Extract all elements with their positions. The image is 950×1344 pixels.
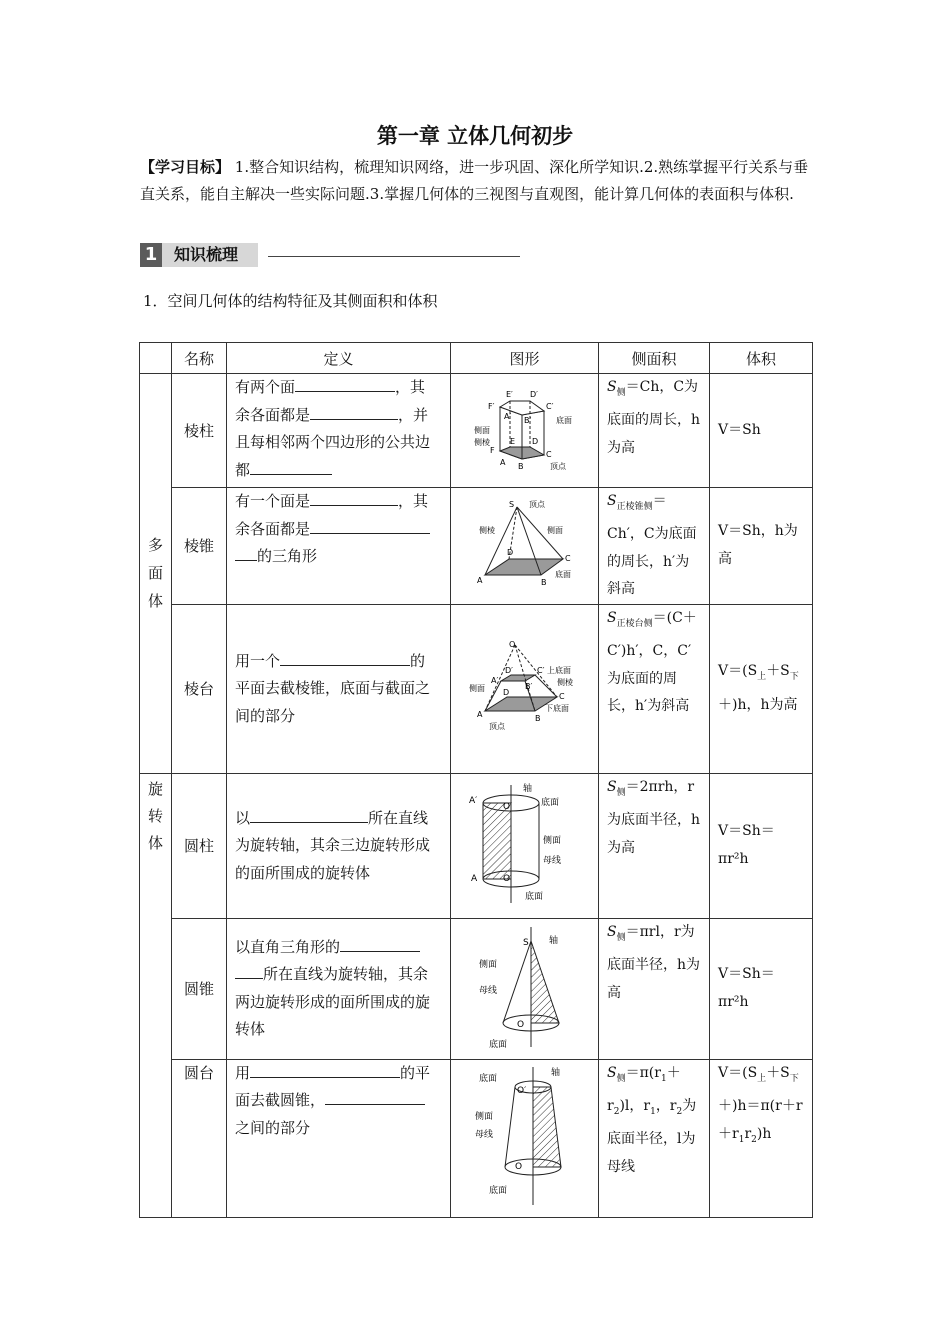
svg-text:S: S [508,499,514,509]
row-name: 棱柱 [172,374,227,488]
svg-text:B: B [517,461,523,471]
svg-text:A′: A′ [503,411,511,421]
svg-text:底面: 底面 [540,797,559,808]
row-definition: 以 所在直线为旋转轴，其余三边旋转形成的面所围成的旋转体 [227,773,451,918]
page-title: 第一章 立体几何初步 [376,124,574,148]
svg-text:底面: 底面 [554,569,571,579]
cylinder-figure [465,779,585,909]
table-row [140,1059,813,1217]
svg-text:D′: D′ [529,389,538,399]
section-header [140,243,520,267]
section-title: 知识梳理 [162,243,258,267]
fill-blank[interactable] [325,1088,425,1105]
svg-text:侧棱: 侧棱 [473,437,490,447]
fill-blank[interactable] [310,517,430,534]
svg-text:D: D [506,547,513,557]
svg-text:B: B [540,577,546,587]
svg-text:轴: 轴 [550,1068,560,1079]
header-blank [140,343,172,374]
row-lateral-area: $S_侧=\pi(r_1+r_2)l$，$r_1$，$r_2$为底面半径，l为母线 [599,1059,710,1217]
header-lateral-area: 侧面积 [599,343,710,374]
row-lateral-area: $S_{正棱台侧}=(C+C')h'$，C，C′为底面的周长，h′为斜高 [599,604,710,773]
svg-text:母线: 母线 [474,1130,493,1141]
row-definition: 有两个面 ，其余各面都是 ，并且每相邻两个四边形的公共边都 [227,374,451,488]
svg-text:A′: A′ [468,795,477,806]
svg-text:A: A [499,457,505,467]
svg-text:轴: 轴 [548,935,558,946]
svg-text:B: B [534,713,540,723]
svg-text:E: E [509,436,515,446]
svg-text:顶点: 顶点 [528,499,545,509]
svg-text:O′: O′ [516,1086,526,1097]
svg-text:底面: 底面 [478,1074,497,1085]
svg-text:C′: C′ [536,665,544,675]
svg-text:侧面: 侧面 [546,525,563,535]
svg-text:D: D [502,687,509,697]
svg-text:C′: C′ [545,401,553,411]
table-header-row [140,343,813,374]
svg-text:侧面: 侧面 [478,959,497,970]
svg-text:O: O [516,1019,524,1030]
category-rotation-label: 旋转体 [147,779,163,852]
row-definition: 用一个 的平面去截棱锥，底面与截面之间的部分 [227,604,451,773]
frustum-pyramid-figure [465,637,585,737]
svg-text:侧面: 侧面 [474,1112,493,1123]
svg-text:侧棱: 侧棱 [478,525,495,535]
svg-text:O′: O′ [502,801,512,812]
row-definition: 有一个面是 ，其余各面都是的三角形 [227,488,451,605]
category-polyhedron [140,374,172,774]
svg-text:侧面: 侧面 [542,835,561,846]
fill-blank[interactable] [310,489,398,506]
svg-text:底面: 底面 [524,891,543,902]
row-definition: 以直角三角形的所在直线为旋转轴，其余两边旋转形成的面所围成的旋转体 [227,918,451,1059]
row-lateral-area: $S_侧=\pi rl$，r为底面半径，h为高 [599,918,710,1059]
pyramid-figure-cell [451,488,599,605]
svg-text:顶点: 顶点 [549,461,566,471]
frustum-cone-figure [465,1063,585,1209]
svg-text:C: C [545,449,552,459]
table-row [140,374,813,488]
svg-text:B′: B′ [523,415,531,425]
fill-blank[interactable] [310,403,398,420]
section-number: 1 [140,243,162,267]
svg-text:下底面: 下底面 [544,703,569,713]
row-name: 棱锥 [172,488,227,605]
svg-text:侧面: 侧面 [468,683,485,693]
solids-table [139,342,813,1218]
fill-blank[interactable] [250,458,332,475]
learning-goals [140,154,812,208]
fill-blank[interactable] [340,935,420,952]
cone-figure [465,923,585,1051]
frustum-figure-cell [451,604,599,773]
row-lateral-area: $S_侧=Ch$，C为底面的周长，h为高 [599,374,710,488]
fill-blank[interactable] [295,375,395,392]
fill-blank[interactable] [235,544,257,561]
svg-text:F′: F′ [487,401,494,411]
svg-text:C: C [558,691,565,701]
svg-text:顶点: 顶点 [488,721,505,731]
svg-text:轴: 轴 [522,783,532,794]
row-volume: V＝Sh＝πr²h [710,918,813,1059]
fill-blank[interactable] [250,1061,400,1078]
row-volume: $V=(S_上+S_下+)h=\pi(r+r+r_1r_2)h$ [710,1059,813,1217]
svg-text:A: A [476,575,482,585]
header-volume: 体积 [710,343,813,374]
svg-text:A: A [476,709,482,719]
cylinder-figure-cell [451,773,599,918]
svg-text:D: D [531,436,538,446]
goals-label: 【学习目标】 [140,158,231,176]
row-volume: V＝Sh＝πr²h [710,773,813,918]
row-name: 棱台 [172,604,227,773]
table-row [140,773,813,918]
svg-text:母线: 母线 [542,855,561,866]
svg-text:O: O [508,639,515,649]
row-lateral-area: $S_侧=2\pi rh$，r为底面半径，h为高 [599,773,710,918]
svg-text:S: S [522,937,529,948]
table-row [140,488,813,605]
section-divider [268,256,520,257]
svg-text:底面: 底面 [488,1186,507,1197]
pyramid-figure [465,497,585,591]
row-name: 圆柱 [172,773,227,918]
cone-figure-cell [451,918,599,1059]
svg-text:母线: 母线 [478,985,497,996]
svg-text:E′: E′ [505,389,513,399]
header-name: 名称 [172,343,227,374]
prism-figure-cell [451,374,599,488]
svg-text:B′: B′ [524,681,532,691]
fill-blank[interactable] [235,962,263,979]
category-rotation [140,773,172,1217]
fill-blank[interactable] [280,649,410,666]
svg-text:底面: 底面 [555,415,572,425]
point-1-heading: 1．空间几何体的结构特征及其侧面积和体积 [143,292,438,310]
table-row [140,604,813,773]
prism-figure [470,383,580,475]
svg-text:F: F [489,445,495,455]
row-definition: 用 的平面去截圆锥，之间的部分 [227,1059,451,1217]
row-volume: V＝Sh，h为高 [710,488,813,605]
category-polyhedron-label: 多面体 [147,536,163,611]
table-row [140,918,813,1059]
row-volume: $V=(S_上+S_下+)h$，h为高 [710,604,813,773]
goals-text: 1.整合知识结构，梳理知识网络，进一步巩固、深化所学知识.2.熟练掌握平行关系与垂直关系，能自主解决一些实际问题.3.掌握几何体的三视图与直观图，能计算几何体的表面积与体积. [140,158,809,203]
row-lateral-area: $S_{正棱锥侧}=Ch'$，C为底面的周长，h′为斜高 [599,488,710,605]
svg-text:上底面: 上底面 [546,665,571,675]
svg-text:侧面: 侧面 [473,425,490,435]
header-figure: 图形 [451,343,599,374]
svg-text:A: A [470,873,477,884]
svg-text:底面: 底面 [488,1039,507,1050]
row-name: 圆台 [172,1059,227,1217]
svg-text:O: O [502,873,510,884]
fill-blank[interactable] [250,806,368,823]
svg-text:D′: D′ [504,665,513,675]
header-definition: 定义 [227,343,451,374]
row-volume: V＝Sh [710,374,813,488]
svg-text:侧棱: 侧棱 [556,677,573,687]
svg-text:A′: A′ [490,675,498,685]
row-name: 圆锥 [172,918,227,1059]
frustum-cone-figure-cell [451,1059,599,1217]
svg-text:C: C [564,553,571,563]
svg-text:O: O [514,1162,522,1173]
